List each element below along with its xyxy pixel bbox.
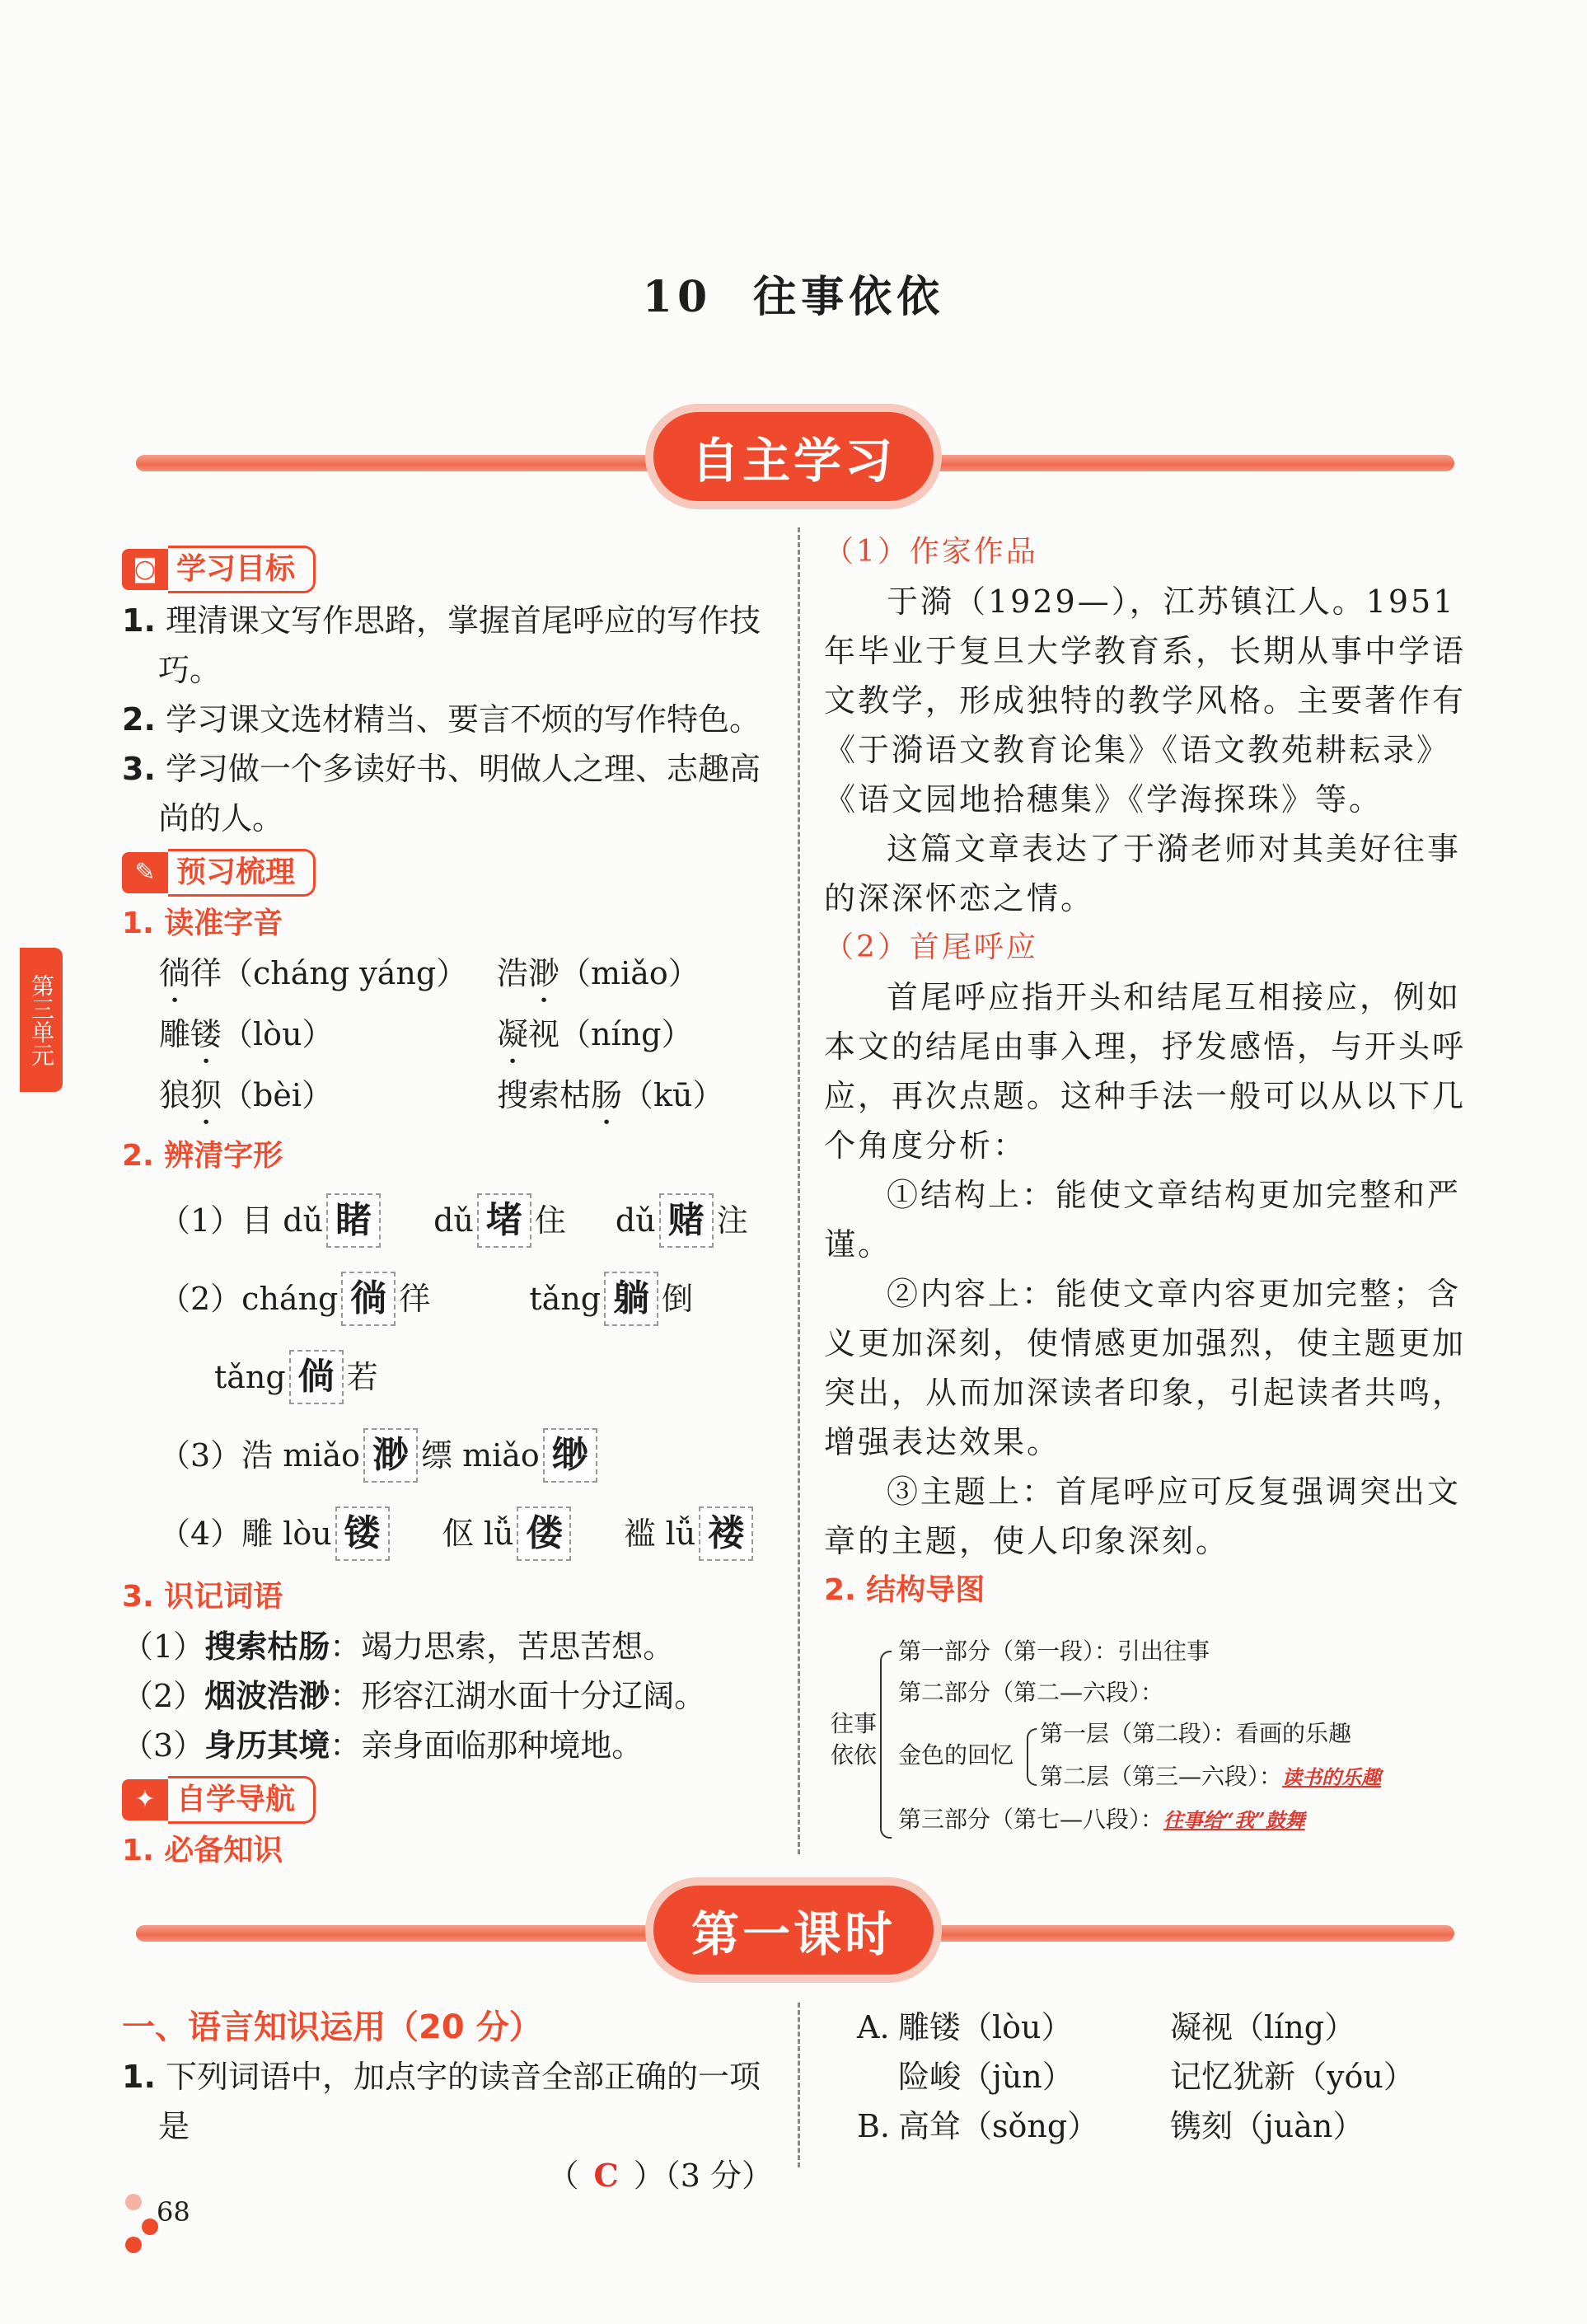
- right-column: [824, 527, 1483, 1615]
- unit-side-tab: 第三单元: [20, 948, 63, 1092]
- self-study-banner: 自主学习: [645, 404, 942, 509]
- form-heading: 2. 辨清字形: [122, 1139, 283, 1173]
- form-row: （3）浩 miǎo 渺 缥 miǎo 缈: [122, 1416, 773, 1494]
- map-node: 第二层（第三—六段）：读书的乐趣: [1040, 1763, 1382, 1790]
- pron-item: 凝视（níng）: [497, 1016, 693, 1052]
- pronunciation-grid: [122, 949, 773, 1132]
- goal-item: 2. 学习课文选材精当、要言不烦的写作特色。: [122, 701, 761, 738]
- pronunciation-heading: 1. 读准字音: [122, 907, 283, 940]
- map-root: 往事: [831, 1710, 878, 1737]
- goal-item: 3. 学习做一个多读好书、明做人之理、志趣高尚的人。: [122, 751, 761, 836]
- map-node: 第三部分（第七—八段）：往事给“我”鼓舞: [898, 1806, 1305, 1833]
- column-divider: [798, 2003, 800, 2167]
- option-a-word: 雕镂（lòu）: [898, 2009, 1073, 2045]
- goals-tag: ◙ 学习目标: [122, 545, 773, 594]
- structure-map: [824, 1636, 1483, 1850]
- lesson1-banner: 第一课时: [645, 1877, 942, 1983]
- map-node: 金色的回忆: [898, 1741, 1014, 1769]
- echo-paragraph: ③主题上：首尾呼应可反复强调突出文章的主题，使人印象深刻。: [824, 1474, 1462, 1559]
- map-brace: [880, 1651, 892, 1839]
- echo-paragraph: 首尾呼应指开头和结尾互相接应，例如本文的结尾由事入理，抒发感悟，与开头呼应，再次点题。这种手法一般可以从以下几个角度分析：: [824, 979, 1467, 1164]
- pencil-icon: ✎: [122, 852, 168, 893]
- form-row: （4）雕 lòu 镂 伛 lǚ 偻 褴 lǚ 褛: [122, 1494, 773, 1572]
- goal-item: 1. 理清课文写作思路，掌握首尾呼应的写作技巧。: [122, 602, 761, 688]
- pron-item: 搜索枯肠（kū）: [497, 1077, 724, 1113]
- form-row: tǎng 倘 若: [122, 1338, 773, 1416]
- option-grid: A. 雕镂（lòu） 凝视（líng） 险峻（jùn） 记忆犹新（yóu） B. 高耸（sǒng） 镌刻（juàn）: [857, 2003, 1434, 2151]
- author-heading: （1）作家作品: [824, 535, 1038, 569]
- echo-paragraph: ①结构上：能使文章结构更加完整和严谨。: [824, 1177, 1462, 1263]
- exercise-left: [122, 2003, 773, 2200]
- page-number: 68: [157, 2196, 190, 2228]
- option-b-word: 高耸（sǒng）: [898, 2108, 1099, 2144]
- preview-tag: ✎ 预习梳理: [122, 848, 773, 897]
- option-a-word: 记忆犹新（yóu）: [1170, 2059, 1415, 2095]
- column-divider: [798, 527, 800, 1854]
- pron-item: 狼狈（bèi）: [159, 1077, 333, 1113]
- vocab-item: （3）身历其境：亲身面临那种境地。: [122, 1727, 644, 1764]
- left-column: [122, 540, 773, 1876]
- exercise-right: [857, 2003, 1434, 2151]
- pron-item: 浩渺（miǎo）: [497, 955, 700, 991]
- map-node: 第一部分（第一段）：引出往事: [898, 1638, 1210, 1665]
- structure-heading: 2. 结构导图: [824, 1573, 985, 1607]
- pron-item: 徜徉（cháng yáng）: [159, 955, 468, 991]
- map-node: 第二部分（第二—六段）：: [898, 1679, 1164, 1706]
- author-paragraph: 这篇文章表达了于漪老师对其美好往事的深深怀恋之情。: [824, 831, 1462, 916]
- form-row: （2）cháng 徜 徉 tǎng 躺 倒: [122, 1259, 773, 1338]
- author-paragraph: 于漪（1929—），江苏镇江人。1951 年毕业于复旦大学教育系，长期从事中学语文教学，形成独特的教学风格。主要著作有《于漪语文教育论集》《语文教苑耕耘录》《语文园地拾穗集》《学海探珠》等。: [824, 583, 1467, 818]
- lesson-number: 10: [642, 272, 713, 322]
- option-a-word: 险峻（jùn）: [898, 2059, 1074, 2095]
- question-1-answer: （ C ）（3 分）: [547, 2157, 773, 2194]
- knowledge-heading: 1. 必备知识: [122, 1834, 283, 1867]
- option-a-word: 凝视（líng）: [1170, 2009, 1356, 2045]
- vocab-item: （2）烟波浩渺：形容江湖水面十分辽阔。: [122, 1678, 706, 1714]
- vocab-item: （1）搜索枯肠：竭力思索，苦思苦想。: [122, 1628, 675, 1665]
- nav-tag: ✦ 自学导航: [122, 1775, 773, 1825]
- teacher-icon: ◙: [122, 549, 168, 590]
- vocab-heading: 3. 识记词语: [122, 1580, 283, 1614]
- telescope-icon: ✦: [122, 1779, 168, 1820]
- pron-item: 雕镂（lòu）: [159, 1016, 334, 1052]
- echo-paragraph: ②内容上：能使文章内容更加完整；含义更加深刻，使情感更加强烈，使主题更加突出，从而加深读者印象，引起读者共鸣，增强表达效果。: [824, 1276, 1467, 1460]
- exercise-section-heading: 一、语言知识运用（20 分）: [122, 2008, 542, 2046]
- question-1: 1. 下列词语中，加点字的读音全部正确的一项是: [122, 2059, 761, 2144]
- echo-heading: （2）首尾呼应: [824, 930, 1038, 964]
- lesson-title: [0, 262, 1587, 324]
- map-root: 依依: [831, 1741, 878, 1769]
- lesson-name: 往事依依: [753, 272, 945, 322]
- option-b-word: 镌刻（juàn）: [1170, 2108, 1365, 2144]
- map-node: 第一层（第二段）：看画的乐趣: [1040, 1720, 1352, 1747]
- map-brace: [1027, 1728, 1037, 1786]
- form-row: （1）目 dǔ 睹 dǔ 堵 住 dǔ 赌 注: [122, 1181, 773, 1259]
